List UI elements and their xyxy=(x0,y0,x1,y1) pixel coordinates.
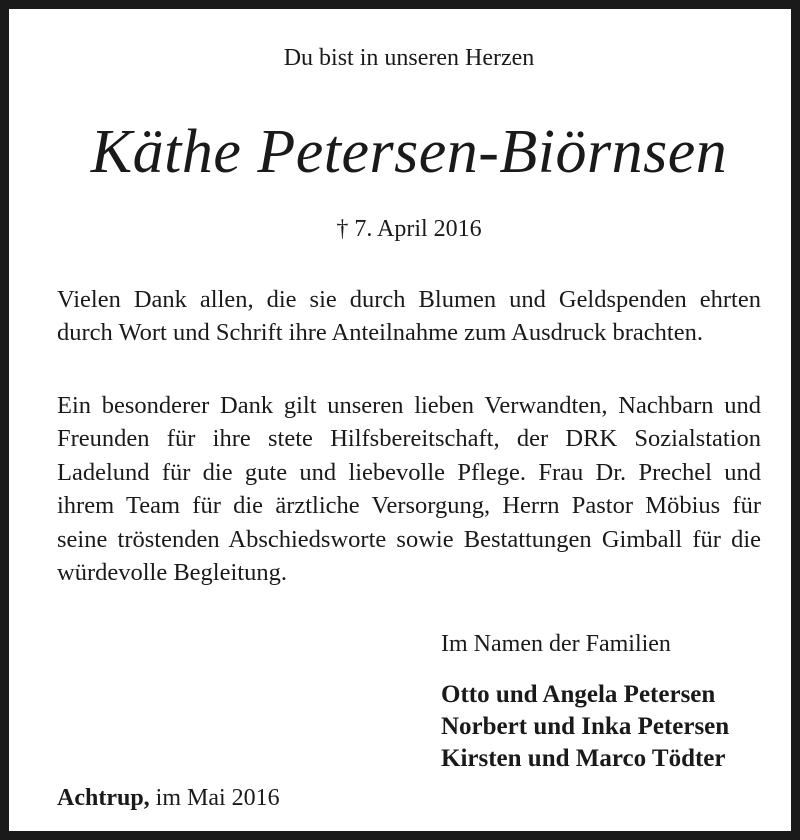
place: Achtrup, xyxy=(57,785,150,811)
place-date xyxy=(57,785,280,812)
family-names xyxy=(441,679,729,775)
death-date: † 7. April 2016 xyxy=(336,216,482,242)
family-intro: Im Namen der Familien xyxy=(441,631,671,657)
special-thanks-paragraph: Ein besonderer Dank gilt unseren lieben Verwandten, Nachbarn und Freunden für ihre stete Hilfsbereitschaft, der DRK Sozialstation Ladelund für die gute und liebevolle Pflege. Frau Dr. Prechel und ihrem Team für die ärztliche Versorgung, Herrn Pastor Möbius für seine tröstenden Abschiedsworte sowie Bestattungen Gimball für die würdevolle Begleitung. xyxy=(57,392,761,587)
family-name: Otto und Angela Petersen xyxy=(441,681,716,708)
family-name: Kirsten und Marco Tödter xyxy=(441,745,726,772)
family-name: Norbert und Inka Petersen xyxy=(441,713,730,740)
deceased-name: Käthe Petersen-Biörnsen xyxy=(90,118,728,186)
date: im Mai 2016 xyxy=(155,785,280,811)
thanks-paragraph: Vielen Dank allen, die sie durch Blumen und Geldspenden ehrten durch Wort und Schrift ihre Anteilnahme zum Ausdruck brachten. xyxy=(57,286,761,347)
motto: Du bist in unseren Herzen xyxy=(283,45,535,71)
